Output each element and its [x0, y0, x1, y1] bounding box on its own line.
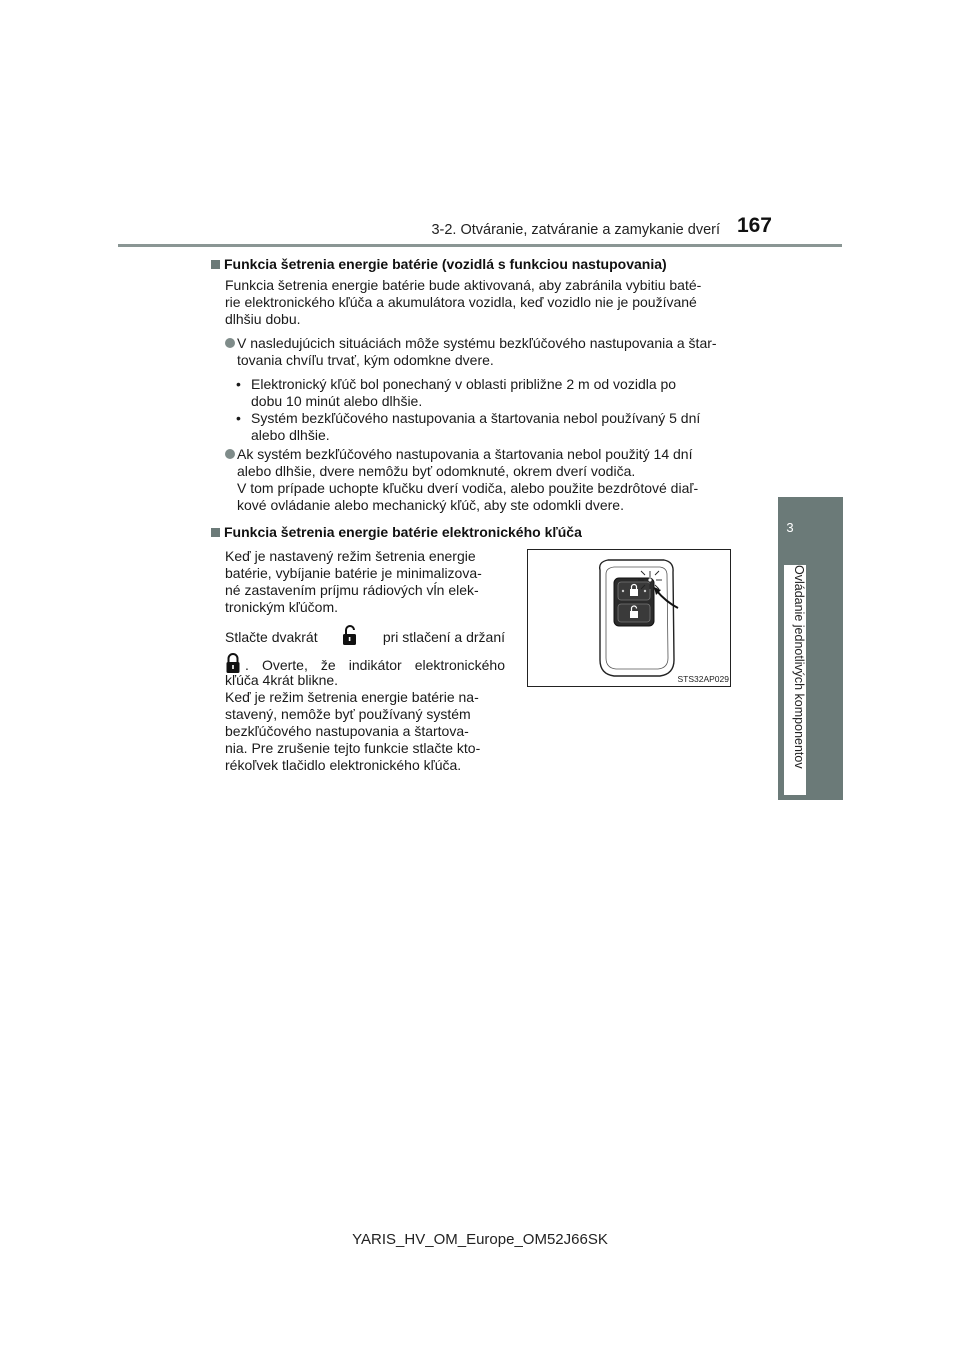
text-line: Ak systém bezkľúčového nastupovania a štartovania nebol použitý 14 dní: [237, 446, 693, 462]
section1-heading-text: Funkcia šetrenia energie batérie (vozidlá s funkciou nastupovania): [224, 256, 667, 272]
text-line: kové ovládanie alebo mechanický kľúč, aby ste odomkli dvere.: [237, 497, 624, 513]
text-line: dobu 10 minút alebo dlhšie.: [251, 393, 423, 409]
text-line: rékoľvek tlačidlo elektronického kľúča.: [225, 757, 462, 773]
subbullet2: [236, 410, 745, 444]
unlock-icon: [342, 624, 358, 650]
verify-text: . Overte, že indikátor elektronického: [245, 656, 505, 673]
circle-bullet-icon: [225, 449, 235, 459]
square-bullet-icon: [211, 260, 220, 269]
text-line: tovania chvíľu trvať, kým odomkne dvere.: [237, 352, 494, 368]
text-line: V nasledujúcich situáciách môže systému bezkľúčového nastupovania a štar-: [237, 335, 717, 351]
text-line: Systém bezkľúčového nastupovania a štartovania nebol používaný 5 dní: [251, 410, 701, 426]
section1-heading: [211, 256, 751, 272]
text-line: alebo dlhšie, dvere nemôžu byť odomknuté, okrem dverí vodiča.: [237, 463, 636, 479]
text-line: alebo dlhšie.: [251, 427, 330, 443]
electronic-key-icon: [528, 550, 730, 686]
point2: [225, 446, 745, 514]
chapter-title: Ovládanie jednotlivých komponentov: [784, 565, 806, 795]
text-line: Funkcia šetrenia energie batérie bude aktivovaná, aby zabránila vybitiu baté-: [225, 277, 702, 293]
header-rule: [118, 244, 842, 247]
text-line: Elektronický kľúč bol ponechaný v oblasti približne 2 m od vozidla po: [251, 376, 677, 392]
section2-para2: [225, 672, 505, 774]
text-line: V tom prípade uchopte kľučku dverí vodiča, alebo použite bezdrôtové diaľ-: [237, 480, 699, 496]
document-id: YARIS_HV_OM_Europe_OM52J66SK: [352, 1231, 608, 1248]
text-line: rie elektronického kľúča a akumulátora vozidla, keď vozidlo nie je používané: [225, 294, 697, 310]
text-line: dlhšiu dobu.: [225, 311, 301, 327]
section2-heading: [211, 524, 751, 540]
square-bullet-icon: [211, 528, 220, 537]
press-instruction: [225, 624, 505, 650]
text-line: kľúča 4krát blikne.: [225, 672, 339, 688]
text-line: né zastavením príjmu rádiových vĺn elek-: [225, 582, 479, 598]
press-suffix: pri stlačení a držaní: [382, 628, 505, 645]
point1: [225, 335, 745, 369]
figure-code: STS32AP029: [677, 674, 729, 684]
text-line: batérie, vybíjanie batérie je minimalizova-: [225, 565, 482, 581]
key-illustration: [527, 549, 731, 687]
dot-bullet-icon: •: [236, 410, 241, 426]
running-header: 3-2. Otváranie, zatváranie a zamykanie dverí: [431, 222, 720, 238]
section2-heading-text: Funkcia šetrenia energie batérie elektronického kľúča: [224, 524, 582, 540]
text-line: Keď je režim šetrenia energie batérie na-: [225, 689, 479, 705]
text-line: bezkľúčového nastupovania a štartova-: [225, 723, 469, 739]
section2-para1: [225, 548, 505, 616]
circle-bullet-icon: [225, 338, 235, 348]
subbullet1: [236, 376, 745, 410]
page-number: 167: [736, 214, 772, 237]
section1-intro: [225, 277, 745, 328]
text-line: Keď je nastavený režim šetrenia energie: [225, 548, 476, 564]
dot-bullet-icon: •: [236, 376, 241, 392]
text-line: nia. Pre zrušenie tejto funkcie stlačte kto-: [225, 740, 481, 756]
text-line: stavený, nemôže byť používaný systém: [225, 706, 471, 722]
press-prefix: Stlačte dvakrát: [225, 628, 318, 645]
chapter-number: 3: [786, 520, 794, 535]
text-line: tronickým kľúčom.: [225, 599, 338, 615]
